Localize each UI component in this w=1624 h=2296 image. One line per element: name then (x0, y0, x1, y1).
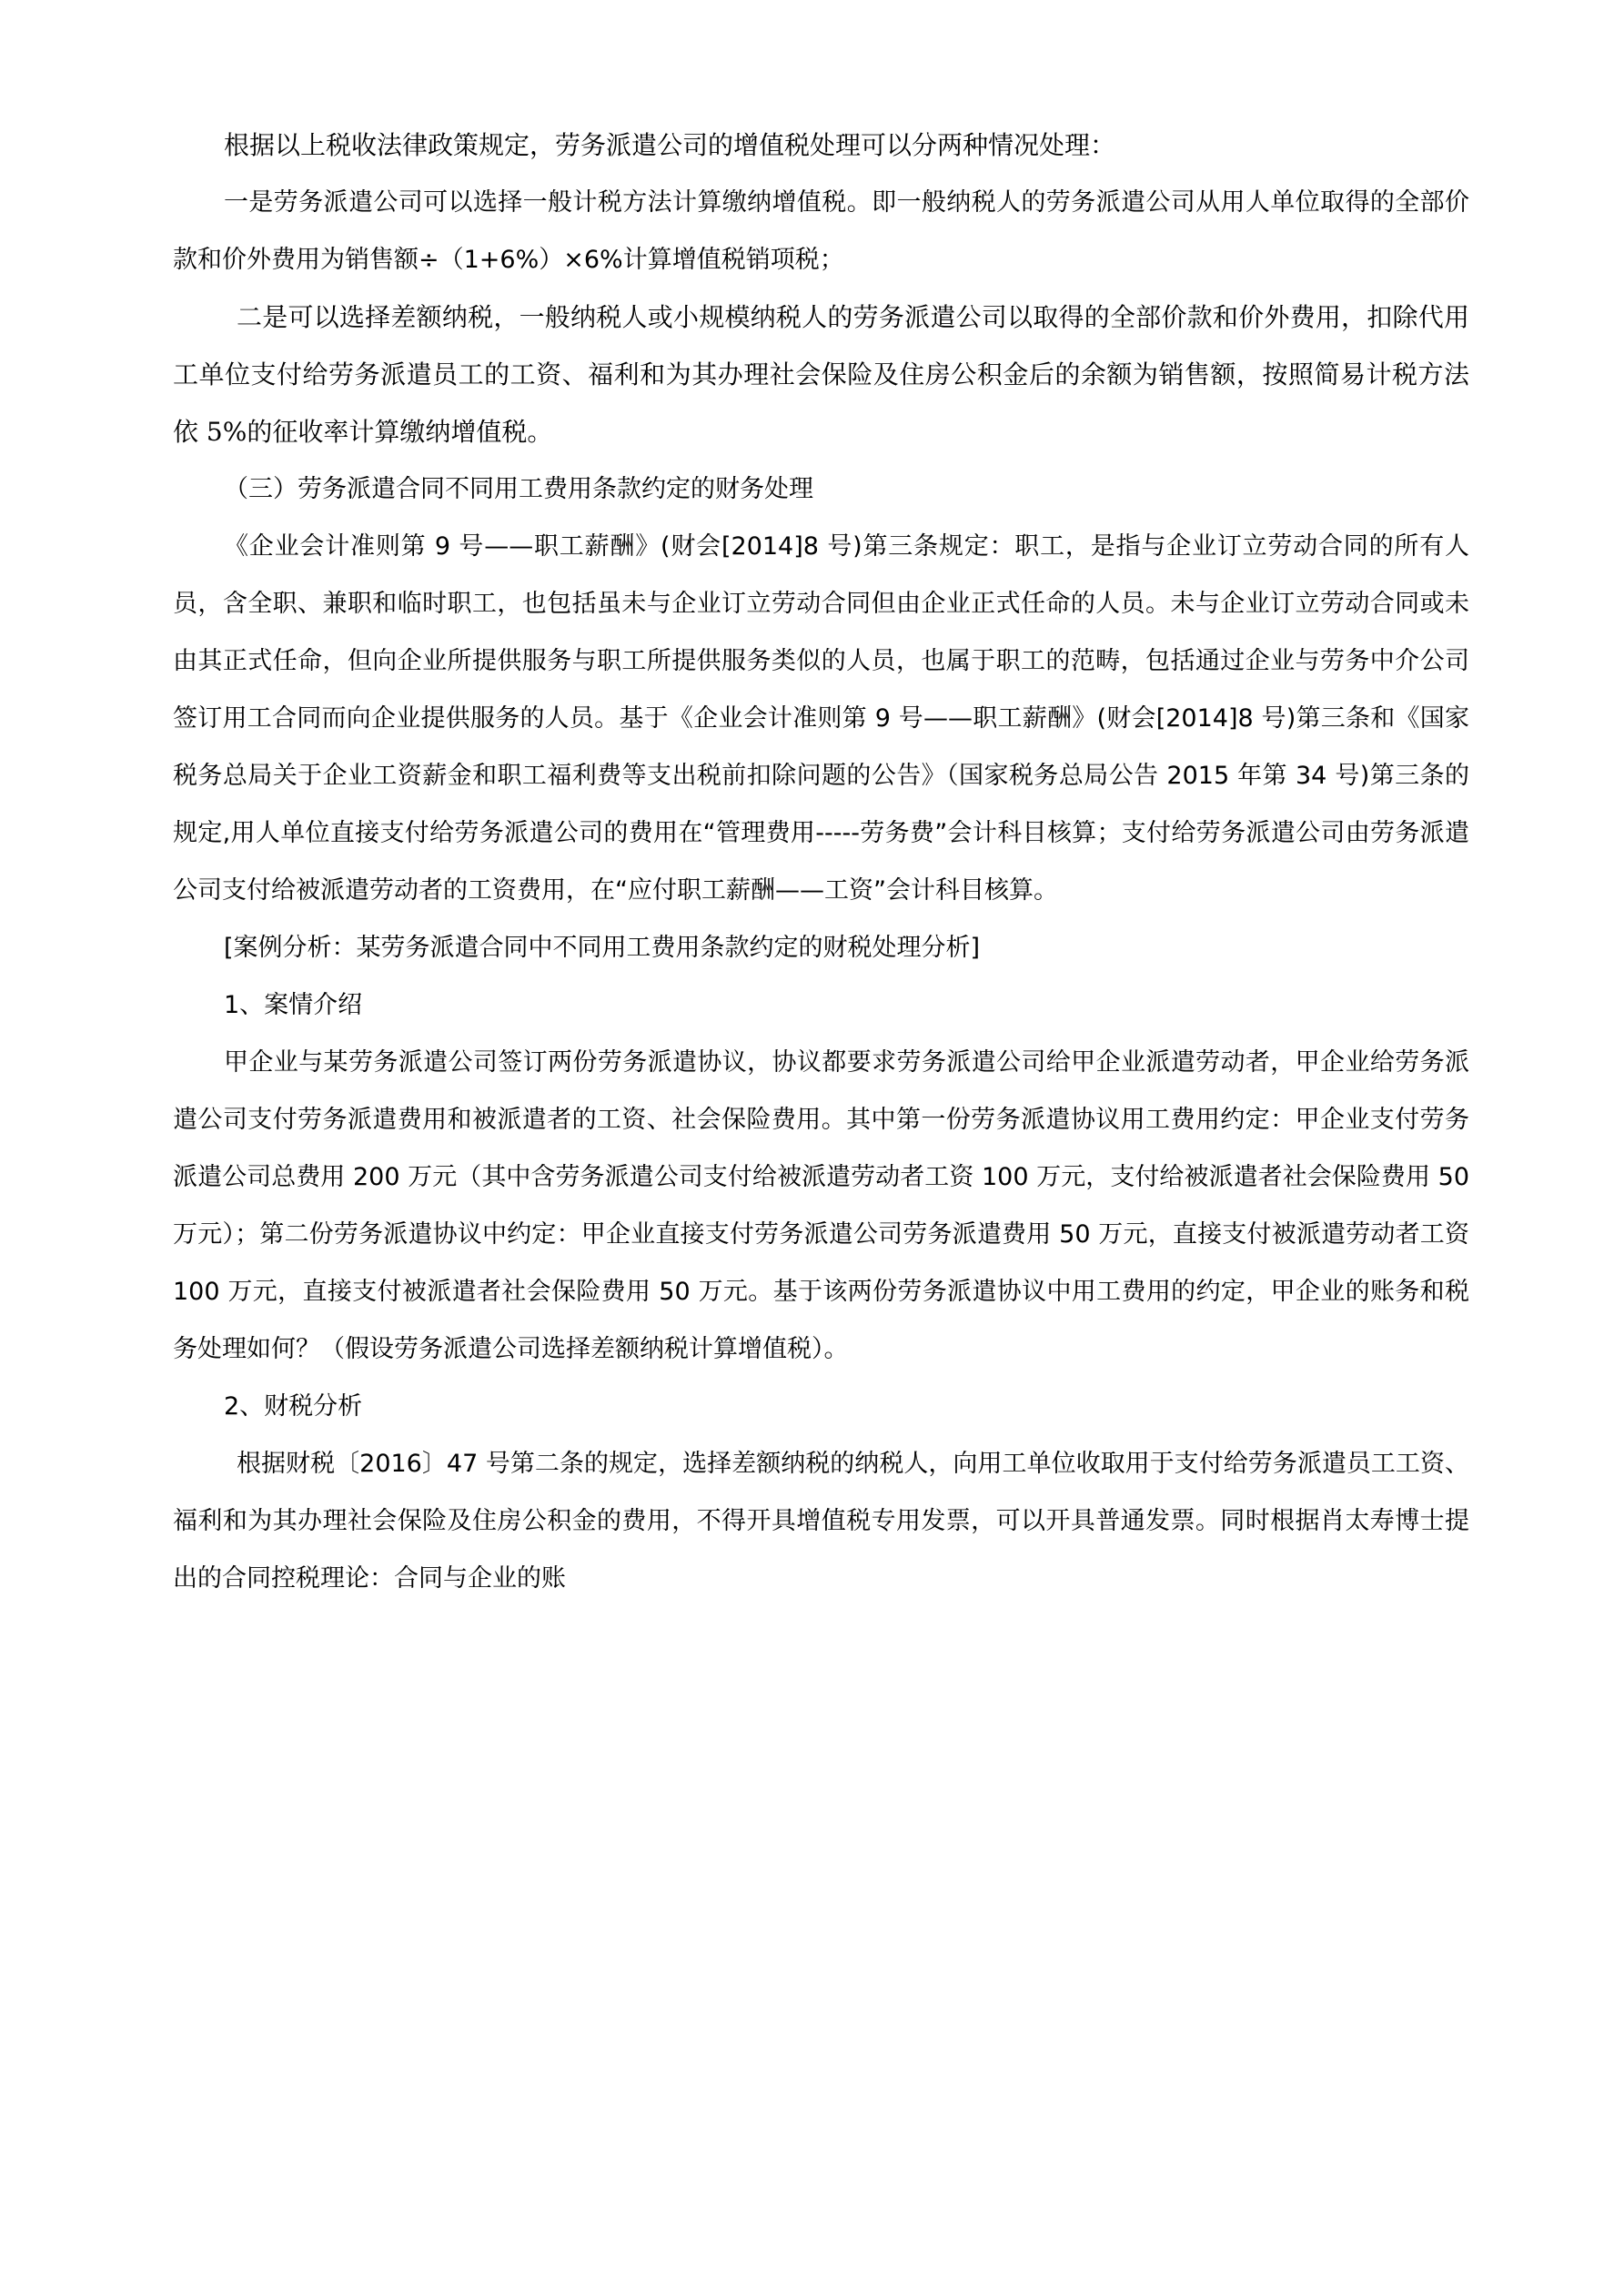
paragraph-accounting-standard-nine: 《企业会计准则第 9 号——职工薪酬》(财会[2014]8 号)第三条规定：职工，是指与企业订立劳动合同的所有人员，含全职、兼职和临时职工，也包括虽未与企业订立劳动合同但由企业正式任命的人员。未与企业订立劳动合同或未由其正式任命，但向企业所提供服务与职工所提供服务类似的人员，也属于职工的范畴，包括通过企业与劳务中介公司签订用工合同而向企业提供服务的人员。基于《企业会计准则第 9 号——职工薪酬》(财会[2014]8 号)第三条和《国家税务总局关于企业工资薪金和职工福利费等支出税前扣除问题的公告》（国家税务总局公告 2015 年第 34 号)第三条的规定,用人单位直接支付给劳务派遣公司的费用在“管理费用-----劳务费”会计科目核算；支付给劳务派遣公司由劳务派遣公司支付给被派遣劳动者的工资费用，在“应付职工薪酬——工资”会计科目核算。 (173, 532, 1469, 905)
paragraph-case-one: 一是劳务派遣公司可以选择一般计税方法计算缴纳增值税。即一般纳税人的劳务派遣公司从用人单位取得的全部价款和价外费用为销售额÷（1+6%）×6%计算增值税销项税； (173, 188, 1469, 274)
heading-item-2: 2、财税分析 (224, 1392, 363, 1421)
document-body (173, 116, 1469, 1607)
heading-section-three: （三）劳务派遣合同不同用工费用条款约定的财务处理 (224, 475, 813, 503)
paragraph-item-1-body: 甲企业与某劳务派遣公司签订两份劳务派遣协议，协议都要求劳务派遣公司给甲企业派遣劳动者，甲企业给劳务派遣公司支付劳务派遣费用和被派遣者的工资、社会保险费用。其中第一份劳务派遣协议用工费用约定：甲企业支付劳务派遣公司总费用 200 万元（其中含劳务派遣公司支付给被派遣劳动者工资 100 万元，支付给被派遣者社会保险费用 50 万元）；第二份劳务派遣协议中约定：甲企业直接支付劳务派遣公司劳务派遣费用 50 万元，直接支付被派遣劳动者工资 100 万元，直接支付被派遣者社会保险费用 50 万元。基于该两份劳务派遣协议中用工费用的约定，甲企业的账务和税务处理如何？（假设劳务派遣公司选择差额纳税计算增值税）。 (173, 1048, 1469, 1363)
paragraph-intro-summary: 根据以上税收法律政策规定，劳务派遣公司的增值税处理可以分两种情况处理： (224, 130, 1116, 160)
heading-item-1: 1、案情介绍 (224, 991, 363, 1019)
paragraph-item-2-body: 根据财税〔2016〕47 号第二条的规定，选择差额纳税的纳税人，向用工单位收取用于支付给劳务派遣员工工资、福利和为其办理社会保险及住房公积金的费用，不得开具增值税专用发票，可以开具普通发票。同时根据肖太寿博士提出的合同控税理论：合同与企业的账 (173, 1450, 1469, 1593)
heading-case-analysis: [案例分析：某劳务派遣合同中不同用工费用条款约定的财税处理分析] (224, 934, 981, 962)
paragraph-case-two: 二是可以选择差额纳税，一般纳税人或小规模纳税人的劳务派遣公司以取得的全部价款和价外费用，扣除代用工单位支付给劳务派遣员工的工资、福利和为其办理社会保险及住房公积金后的余额为销售额，按照简易计税方法依 5%的征收率计算缴纳增值税。 (173, 302, 1469, 447)
